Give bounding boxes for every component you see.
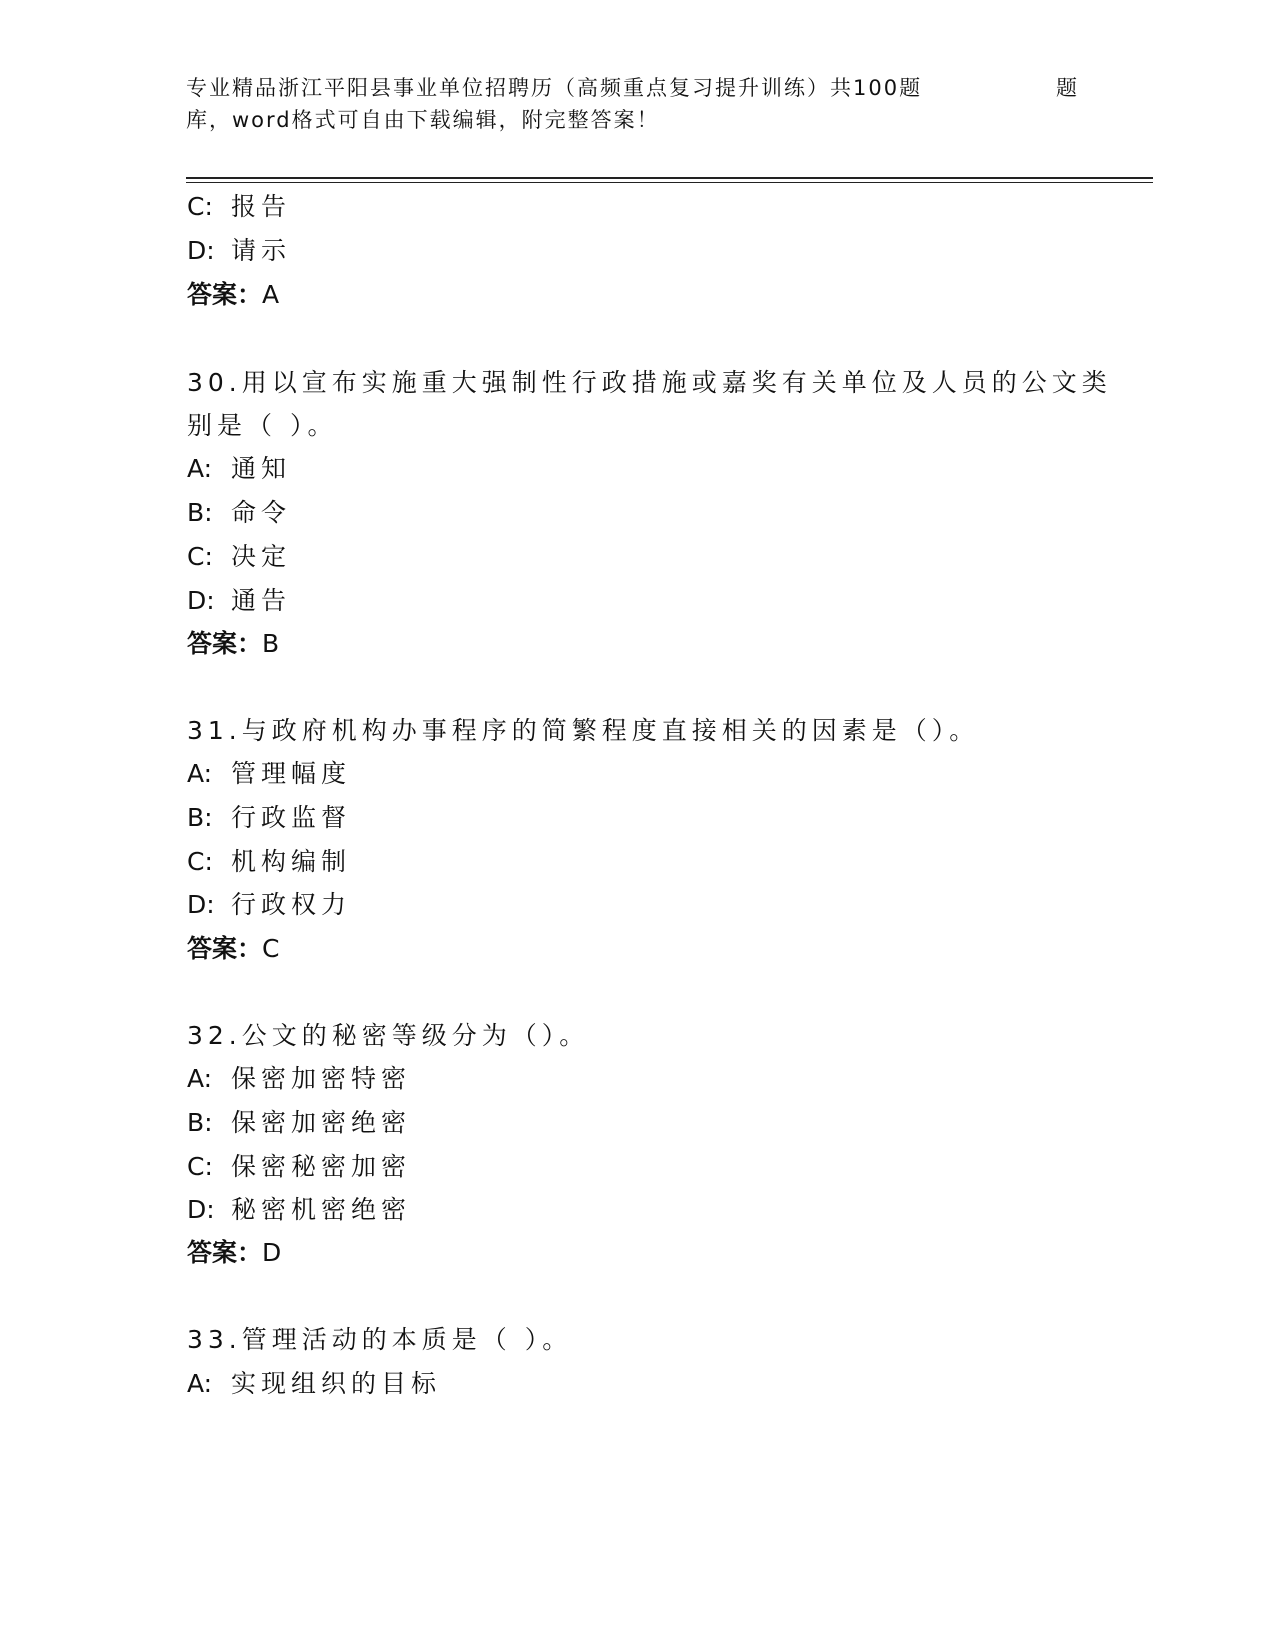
option-c: C: 机构编制 <box>187 847 352 876</box>
question-30-stem: 30.用以宣布实施重大强制性行政措施或嘉奖有关单位及人员的公文类 <box>187 368 1112 397</box>
question-32-stem: 32.公文的秘密等级分为（）。 <box>187 1021 590 1050</box>
question-31-stem: 31.与政府机构办事程序的简繁程度直接相关的因素是（）。 <box>187 716 980 745</box>
document-header <box>186 72 1086 136</box>
option-b: B: 命令 <box>187 498 292 527</box>
header-line-1 <box>186 72 1086 104</box>
option-d: D: 秘密机密绝密 <box>187 1195 412 1224</box>
header-divider-thin <box>186 182 1153 183</box>
option-d: D: 通告 <box>187 586 292 615</box>
option-d: D: 请示 <box>187 236 292 265</box>
option-a: A: 实现组织的目标 <box>187 1369 442 1398</box>
option-a: A: 管理幅度 <box>187 759 352 788</box>
question-33-stem: 33.管理活动的本质是（ ）。 <box>187 1325 573 1354</box>
option-a: A: 保密加密特密 <box>187 1064 412 1093</box>
option-d: D: 行政权力 <box>187 890 352 919</box>
option-b: B: 保密加密绝密 <box>187 1108 412 1137</box>
answer-line: 答案：D <box>187 1238 282 1267</box>
option-c: C: 报告 <box>187 192 292 221</box>
answer-line: 答案：A <box>187 280 280 309</box>
option-c: C: 决定 <box>187 542 292 571</box>
option-a: A: 通知 <box>187 454 292 483</box>
header-title-tail: 题 <box>1056 76 1079 100</box>
option-b: B: 行政监督 <box>187 803 352 832</box>
answer-line: 答案：C <box>187 934 280 963</box>
question-30-stem-cont: 别是（ ）。 <box>187 411 338 440</box>
header-divider-thick <box>186 177 1153 179</box>
answer-line: 答案：B <box>187 629 280 658</box>
option-c: C: 保密秘密加密 <box>187 1152 412 1181</box>
header-line-2: 库，word格式可自由下载编辑，附完整答案！ <box>186 108 660 132</box>
header-title: 专业精品浙江平阳县事业单位招聘历（高频重点复习提升训练）共100题 <box>186 76 923 100</box>
